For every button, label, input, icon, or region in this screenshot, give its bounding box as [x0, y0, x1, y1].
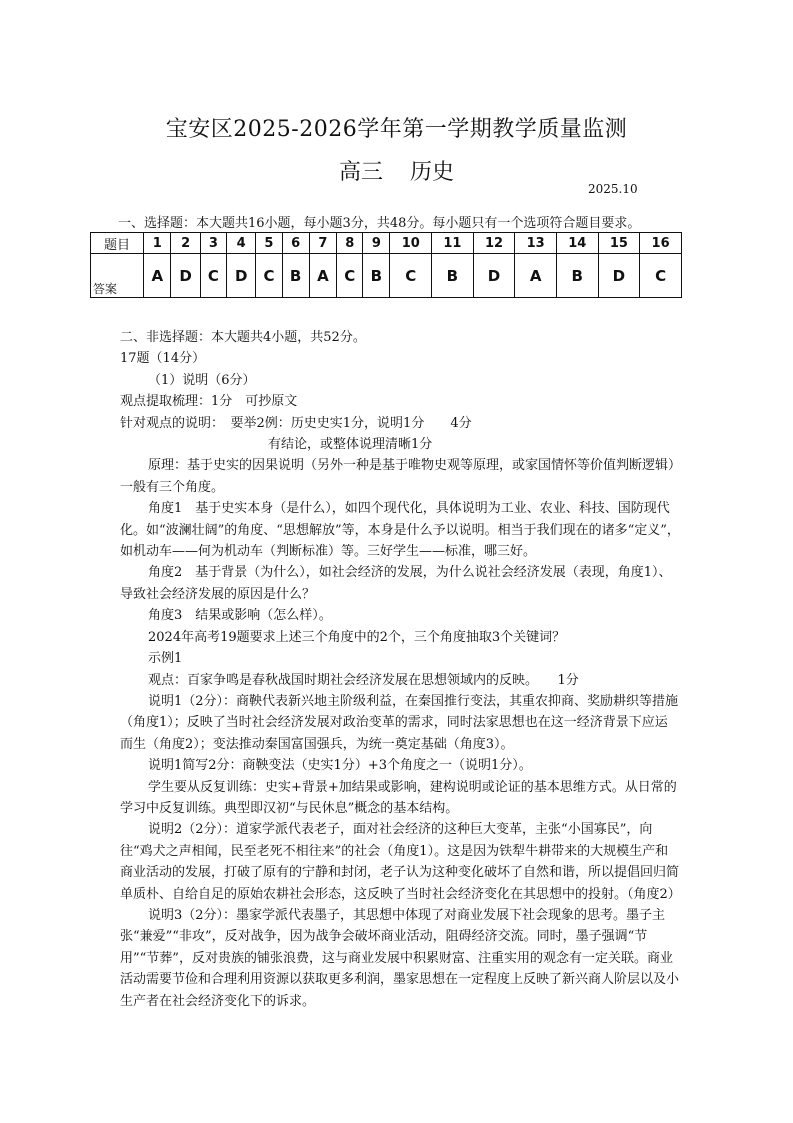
answer-cell: A	[144, 254, 171, 298]
answer-cell: B	[363, 254, 390, 298]
answer-cell: C	[256, 254, 282, 298]
question-number-cell: 11	[432, 233, 474, 254]
q17-title: 17题（14分）	[120, 351, 206, 367]
document-date: 2025.10	[588, 182, 638, 196]
answer-cell: B	[432, 254, 474, 298]
question-number-cell: 14	[556, 233, 598, 254]
answer-cell: B	[556, 254, 598, 298]
document-subtitle: 高三 历史	[339, 160, 454, 185]
answer-cell: C	[390, 254, 432, 298]
question-number-cell: 4	[227, 233, 256, 254]
answer-cell: D	[171, 254, 200, 298]
explain3-paragraph: 说明3（2分）：墨家学派代表墨子，其思想中体现了对商业发展下社会现象的思考。墨子主张“兼爱”“非攻”，反对战争，因为战争会破坏商业活动，阻碍经济交流。同时，墨子强调“节用”“节葬”，反对贵族的铺张浪费，这与商业发展中积累财富、注重实用的观念有一定关联。商业活动需要节俭和合理利用资源以获取更多利润，墨家思想在一定程度上反映了新兴商人阶层以及小生产者在社会经济变化下的诉求。	[120, 907, 680, 1009]
question-number-cell: 7	[309, 233, 336, 254]
explain1-paragraph: 说明1（2分）：商鞅代表新兴地主阶级利益，在秦国推行变法，其重农抑商、奖励耕织等措施（角度1）；反映了当时社会经济发展对政治变革的需求，同时法家思想也在这一经济背景下应运而生（角度2）；变法推动秦国富国强兵，为统一奠定基础（角度3）。	[120, 693, 679, 752]
answer-table-question-row	[91, 233, 682, 254]
answer-cell: D	[598, 254, 640, 298]
question-number-cell: 9	[363, 233, 390, 254]
section2-heading: 二、非选择题：本大题共4小题，共52分。	[120, 330, 366, 345]
question-number-cell: 16	[640, 233, 682, 254]
example-label: 示例1	[148, 651, 183, 667]
answer-table	[90, 232, 682, 298]
question-number-cell: 15	[598, 233, 640, 254]
explain1-brief: 说明1简写2分：商鞅变法（史实1分）+3个角度之一（说明1分）。	[148, 758, 532, 774]
angle3-paragraph: 角度3 结果或影响（怎么样）。	[148, 608, 332, 624]
question-number-cell: 6	[282, 233, 309, 254]
question-number-cell: 5	[256, 233, 282, 254]
question-row-label: 题目	[91, 233, 144, 254]
answer-cell: D	[227, 254, 256, 298]
training-paragraph: 学生要从反复训练：史实+背景+加结果或影响，建构说明或论证的基本思维方式。从日常的学习中反复训练。典型即汉初“与民休息”概念的基本结构。	[120, 779, 677, 816]
question-number-cell: 12	[473, 233, 515, 254]
answer-cell: A	[515, 254, 557, 298]
section1-heading: 一、选择题：本大题共16小题，每小题3分，共48分。每小题只有一个选项符合题目要求。	[118, 216, 641, 231]
answer-cell: C	[337, 254, 363, 298]
answer-table-answer-row	[91, 254, 682, 298]
question-number-cell: 1	[144, 233, 171, 254]
question-number-cell: 3	[200, 233, 226, 254]
question-number-cell: 10	[390, 233, 432, 254]
answer-cell: C	[200, 254, 226, 298]
section2-body	[120, 327, 680, 1012]
q17-sub1: （1）说明（6分）	[148, 372, 256, 388]
document-title: 宝安区2025-2026学年第一学期教学质量监测	[165, 117, 628, 142]
answer-cell: C	[640, 254, 682, 298]
principle-paragraph: 原理：基于史实的因果说明（另外一种是基于唯物史观等原理，或家国情怀等价值判断逻辑）一般有三个角度。	[120, 458, 675, 495]
answer-cell: A	[309, 254, 336, 298]
rubric-line-2: 针对观点的说明： 要举2例：历史史实1分，说明1分 4分	[120, 415, 472, 431]
answer-cell: B	[282, 254, 309, 298]
exam-note: 2024年高考19题要求上述三个角度中的2个，三个角度抽取3个关键词？	[148, 629, 566, 645]
viewpoint-paragraph: 观点：百家争鸣是春秋战国时期社会经济发展在思想领域内的反映。 1分	[148, 672, 579, 688]
question-number-cell: 13	[515, 233, 557, 254]
answer-cell: D	[473, 254, 515, 298]
angle2-paragraph: 角度2 基于背景（为什么），如社会经济的发展，为什么说社会经济发展（表现，角度1）、导致社会经济发展的原因是什么？	[120, 565, 672, 602]
angle1-paragraph: 角度1 基于史实本身（是什么），如四个现代化，具体说明为工业、农业、科技、国防现代化。如“波澜壮阔”的角度、“思想解放”等，本身是什么予以说明。相当于我们现在的诸多“定义”，如机动车——何为机动车（判断标准）等。三好学生——标准，哪三好。	[120, 501, 680, 560]
rubric-line-3: 有结论，或整体说理清晰1分	[268, 437, 433, 453]
question-number-cell: 8	[337, 233, 363, 254]
question-number-cell: 2	[171, 233, 200, 254]
explain2-paragraph: 说明2（2分）：道家学派代表老子，面对社会经济的这种巨大变革，主张“小国寡民”，向往“鸡犬之声相闻，民至老死不相往来”的社会（角度1）。这是因为铁犁牛耕带来的大规模生产和商业活动的发展，打破了原有的宁静和封闭，老子认为这种变化破坏了自然和谐，所以提倡回归简单质朴、自给自足的原始农耕社会形态，这反映了当时社会经济变化在其思想中的投射。（角度2）	[120, 822, 681, 902]
rubric-line-1: 观点提取梳理：1分 可抄原文	[120, 394, 298, 410]
answer-row-label: 答案	[91, 254, 144, 298]
